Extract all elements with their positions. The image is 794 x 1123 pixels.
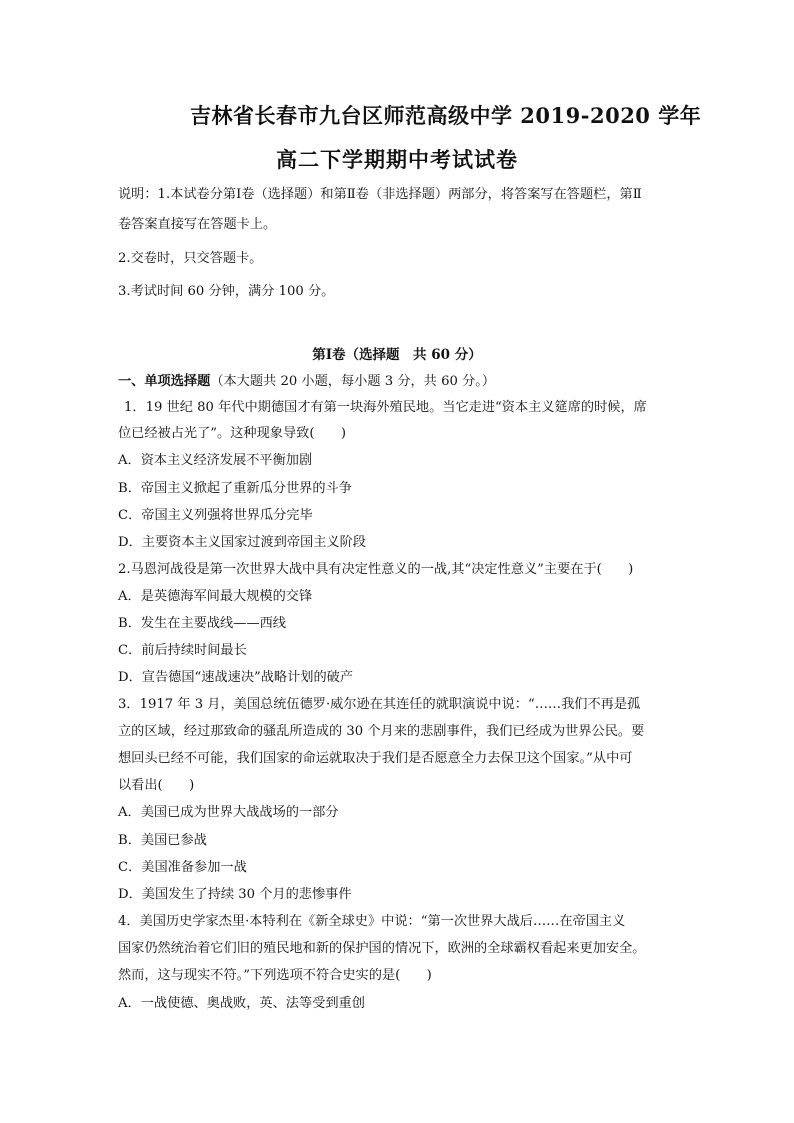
question-4-stem: 然而，这与现实不符。”下列选项不符合史实的是( ) (118, 968, 432, 983)
instruction-line: 2.交卷时，只交答题卡。 (118, 251, 263, 266)
exam-title-line2: 高二下学期期中考试试卷 (276, 147, 518, 172)
question-3-stem: 以看出( ) (118, 778, 195, 793)
part-heading (118, 373, 495, 391)
question-2-option-d: D．宣告德国“速战速决”战略计划的破产 (118, 670, 354, 685)
exam-title-line1: 吉林省长春市九台区师范高级中学 2019-2020 学年 (190, 103, 702, 128)
question-3-option-d: D．美国发生了持续 30 个月的悲惨事件 (118, 887, 352, 902)
instruction-line: 说明：1.本试卷分第Ⅰ卷（选择题）和第Ⅱ卷（非选择题）两部分，将答案写在答题栏，第Ⅱ (118, 187, 642, 202)
question-3-stem: 想回头已经不可能，我们国家的命运就取决于我们是否愿意全力去保卫这个国家。”从中可 (118, 751, 633, 766)
part-note: （本大题共 20 小题，每小题 3 分，共 60 分。） (210, 374, 496, 389)
question-4-stem: 4．美国历史学家杰里·本特利在《新全球史》中说：“第一次世界大战后……在帝国主义 (118, 914, 626, 929)
question-4-option-a: A．一战使德、奥战败，英、法等受到重创 (118, 996, 365, 1011)
instruction-line: 卷答案直接写在答题卡上。 (118, 217, 277, 232)
question-3-stem: 3．1917 年 3 月，美国总统伍德罗·威尔逊在其连任的就职演说中说：“……我们不再是孤 (118, 697, 641, 712)
question-3-option-b: B．美国已参战 (118, 833, 207, 848)
question-2-stem: 2.马恩河战役是第一次世界大战中具有决定性意义的一战,其“决定性意义”主要在于( ) (118, 562, 634, 577)
question-1-stem: 位已经被占光了”。这种现象导致( ) (118, 426, 347, 441)
question-1-option-d: D．主要资本主义国家过渡到帝国主义阶段 (118, 535, 366, 550)
question-4-stem: 国家仍然统治着它们旧的殖民地和新的保护国的情况下，欧洲的全球霸权看起来更加安全。 (118, 941, 646, 956)
question-1-option-b: B．帝国主义掀起了重新瓜分世界的斗争 (118, 481, 352, 496)
question-1-option-c: C．帝国主义列强将世界瓜分完毕 (118, 508, 313, 523)
section-title: 第Ⅰ卷（选择题 共 60 分） (312, 347, 482, 363)
part-label: 一、单项选择题 (118, 374, 211, 389)
question-1-option-a: A．资本主义经济发展不平衡加剧 (118, 453, 313, 468)
question-2-option-c: C．前后持续时间最长 (118, 643, 247, 658)
question-3-option-c: C．美国准备参加一战 (118, 860, 247, 875)
question-3-stem: 立的区域，经过那致命的骚乱所造成的 30 个月来的悲剧事件，我们已经成为世界公民。要 (118, 724, 645, 739)
instruction-line: 3.考试时间 60 分钟，满分 100 分。 (118, 284, 335, 299)
question-2-option-a: A．是英德海军间最大规模的交锋 (118, 589, 313, 604)
question-3-option-a: A．美国已成为世界大战战场的一部分 (118, 805, 339, 820)
question-1-stem: 1．19 世纪 80 年代中期德国才有第一块海外殖民地。当它走进“资本主义筵席的时候，席 (124, 400, 647, 415)
question-2-option-b: B．发生在主要战线——西线 (118, 616, 286, 631)
